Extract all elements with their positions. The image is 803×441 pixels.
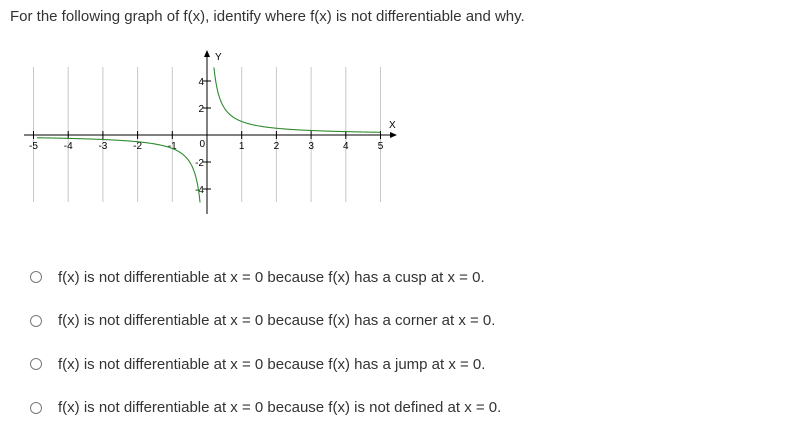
- x-tick-label: -3: [98, 141, 108, 152]
- x-tick-label: 2: [273, 141, 280, 152]
- radio-button[interactable]: [30, 402, 42, 414]
- y-tick-label: 4: [198, 77, 204, 88]
- x-tick-label: -1: [167, 141, 177, 152]
- x-tick-label: -5: [29, 141, 38, 152]
- x-axis-arrow-icon: [390, 132, 397, 138]
- x-tick-label: 4: [343, 141, 349, 152]
- y-axis-label: Y: [215, 52, 222, 63]
- answer-options: [30, 266, 501, 440]
- option-corner[interactable]: [30, 310, 501, 332]
- y-axis-arrow-icon: [204, 50, 210, 57]
- x-axis-label: X: [389, 120, 396, 131]
- option-jump[interactable]: [30, 353, 501, 375]
- y-tick-label: -2: [195, 158, 204, 169]
- x-tick-label: 5: [377, 141, 384, 152]
- curve-right-branch: [214, 68, 381, 133]
- option-cusp[interactable]: [30, 266, 501, 288]
- y-tick-label: -4: [195, 185, 204, 196]
- radio-button[interactable]: [30, 358, 42, 370]
- option-label: f(x) is not differentiable at x = 0 because f(x) has a jump at x = 0.: [58, 355, 486, 373]
- option-label: f(x) is not differentiable at x = 0 because f(x) is not defined at x = 0.: [58, 399, 502, 416]
- x-tick-label: -2: [133, 141, 143, 152]
- y-tick-label: 2: [198, 104, 204, 115]
- option-label: f(x) is not differentiable at x = 0 because f(x) has a corner at x = 0.: [58, 312, 496, 329]
- question-text: For the following graph of f(x), identify where f(x) is not differentiable and why.: [10, 8, 525, 25]
- x-tick-label: 3: [308, 141, 314, 152]
- x-tick-label: 1: [238, 141, 245, 152]
- option-not-defined[interactable]: [30, 397, 501, 419]
- tick-labels: [29, 77, 384, 196]
- radio-button[interactable]: [30, 271, 42, 283]
- function-graph: [0, 0, 420, 225]
- option-label: f(x) is not differentiable at x = 0 because f(x) has a cusp at x = 0.: [58, 268, 485, 286]
- radio-button[interactable]: [30, 315, 42, 327]
- x-tick-label: -4: [63, 141, 73, 152]
- origin-label: 0: [199, 139, 205, 150]
